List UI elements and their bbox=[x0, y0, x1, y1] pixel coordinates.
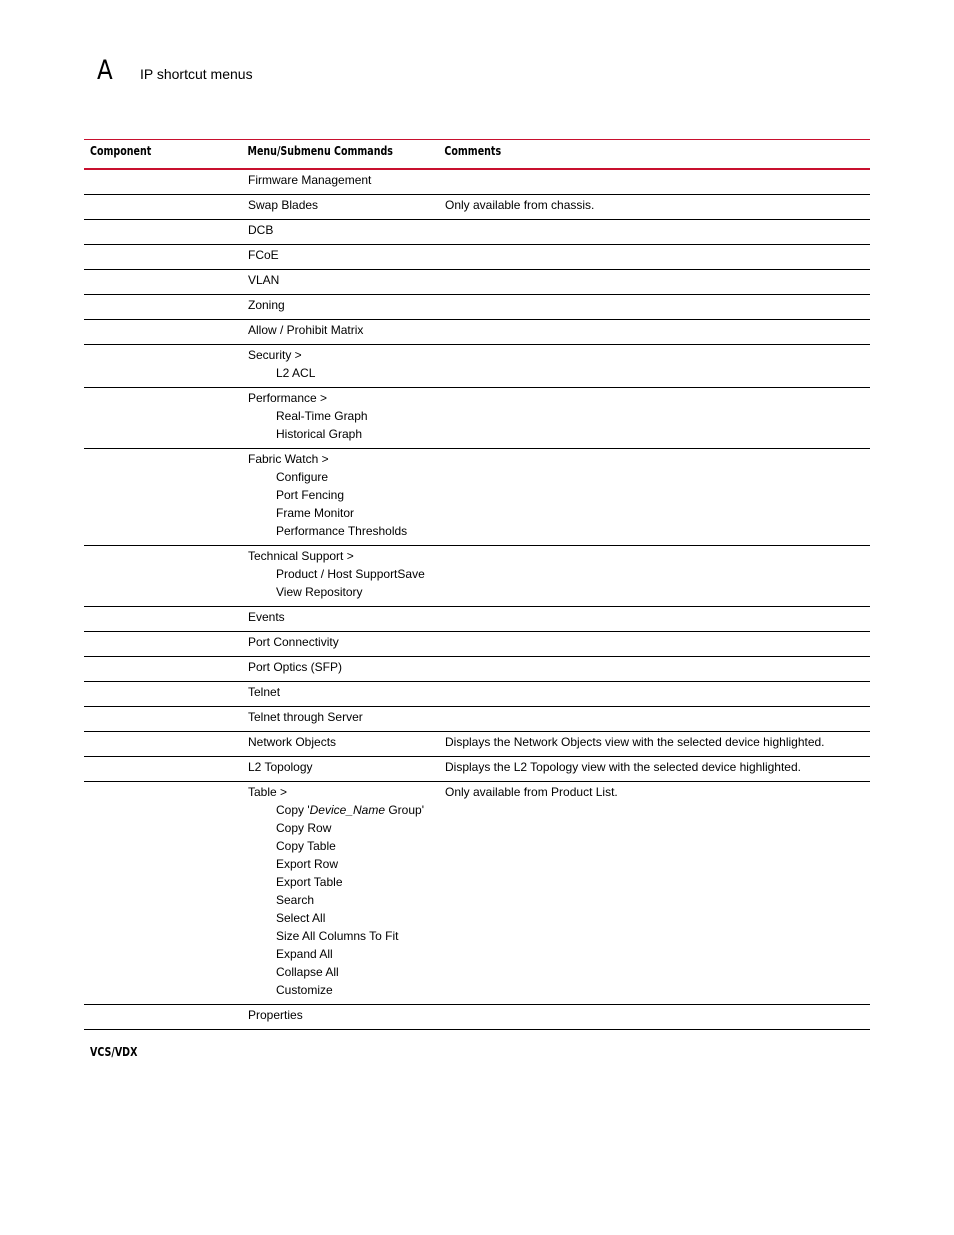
appendix-letter: A bbox=[97, 55, 113, 86]
command-cell bbox=[244, 295, 440, 319]
menu-command: VLAN bbox=[248, 273, 280, 287]
table-row bbox=[84, 757, 870, 782]
component-cell bbox=[84, 449, 244, 545]
shortcut-menu-table bbox=[84, 139, 870, 1030]
comment-cell bbox=[440, 607, 870, 631]
submenu-command: Expand All bbox=[276, 947, 333, 961]
submenu-command: Size All Columns To Fit bbox=[276, 929, 399, 943]
command-cell bbox=[244, 732, 440, 756]
command-cell bbox=[244, 632, 440, 656]
submenu-command: Port Fencing bbox=[276, 488, 345, 502]
submenu-command: Product / Host SupportSave bbox=[276, 567, 425, 581]
comment-cell bbox=[440, 707, 870, 731]
component-cell bbox=[84, 270, 244, 294]
table-row bbox=[84, 657, 870, 682]
comment-cell bbox=[440, 657, 870, 681]
table-row bbox=[84, 607, 870, 632]
menu-command: Events bbox=[248, 610, 285, 624]
comment-cell bbox=[440, 449, 870, 545]
menu-command: FCoE bbox=[248, 248, 279, 262]
comment-cell bbox=[440, 546, 870, 606]
menu-command: Telnet bbox=[248, 685, 281, 699]
comment-cell bbox=[440, 245, 870, 269]
command-cell bbox=[244, 320, 440, 344]
table-row bbox=[84, 388, 870, 449]
command-cell bbox=[244, 345, 440, 387]
table-row bbox=[84, 220, 870, 245]
table-row bbox=[84, 782, 870, 1005]
component-cell bbox=[84, 245, 244, 269]
menu-command: Firmware Management bbox=[248, 173, 372, 187]
submenu-command: Frame Monitor bbox=[276, 506, 355, 520]
comment-cell bbox=[440, 345, 870, 387]
comment-cell bbox=[440, 388, 870, 448]
comment-cell: Displays the L2 Topology view with the selected device highlighted. bbox=[445, 760, 801, 774]
comment-cell: Only available from Product List. bbox=[445, 785, 618, 799]
comment-cell bbox=[440, 170, 870, 194]
comment-cell bbox=[440, 295, 870, 319]
column-header-commands: Menu/Submenu Commands bbox=[247, 144, 393, 158]
component-cell bbox=[84, 657, 244, 681]
menu-command: Performance > bbox=[248, 391, 328, 405]
comment-cell bbox=[440, 1005, 870, 1029]
component-label-vcs-vdx: VCS/VDX bbox=[90, 1045, 138, 1059]
command-cell bbox=[244, 607, 440, 631]
submenu-command: Copy Table bbox=[276, 839, 336, 853]
table-row bbox=[84, 170, 870, 195]
component-cell bbox=[84, 732, 244, 756]
menu-command: Security > bbox=[248, 348, 302, 362]
comment-cell bbox=[440, 632, 870, 656]
menu-command: Zoning bbox=[248, 298, 285, 312]
comment-cell bbox=[440, 320, 870, 344]
submenu-command: Export Row bbox=[276, 857, 339, 871]
component-cell bbox=[84, 220, 244, 244]
component-cell bbox=[84, 388, 244, 448]
table-row bbox=[84, 707, 870, 732]
comment-cell: Only available from chassis. bbox=[445, 198, 595, 212]
component-cell bbox=[84, 757, 244, 781]
component-cell bbox=[84, 546, 244, 606]
page-title: IP shortcut menus bbox=[140, 66, 253, 82]
submenu-command: Collapse All bbox=[276, 965, 339, 979]
command-cell bbox=[244, 757, 440, 781]
comment-cell: Displays the Network Objects view with the selected device highlighted. bbox=[445, 735, 825, 749]
component-cell bbox=[84, 632, 244, 656]
component-cell bbox=[84, 782, 244, 1004]
menu-command: Technical Support > bbox=[248, 549, 354, 563]
component-cell bbox=[84, 682, 244, 706]
table-row bbox=[84, 295, 870, 320]
table-row bbox=[84, 732, 870, 757]
column-header-component: Component bbox=[90, 144, 152, 158]
command-cell bbox=[244, 782, 440, 1004]
command-cell bbox=[244, 245, 440, 269]
command-cell bbox=[244, 657, 440, 681]
comment-cell bbox=[440, 220, 870, 244]
component-cell bbox=[84, 320, 244, 344]
table-row bbox=[84, 320, 870, 345]
submenu-command: Customize bbox=[276, 983, 333, 997]
submenu-command: Search bbox=[276, 893, 315, 907]
comment-cell bbox=[440, 270, 870, 294]
table-body bbox=[84, 170, 870, 1030]
menu-command: Table > bbox=[248, 785, 288, 799]
command-cell bbox=[244, 220, 440, 244]
table-row bbox=[84, 195, 870, 220]
command-cell bbox=[244, 270, 440, 294]
submenu-command: Performance Thresholds bbox=[276, 524, 408, 538]
command-cell bbox=[244, 388, 440, 448]
submenu-command: Real-Time Graph bbox=[276, 409, 368, 423]
submenu-command: Copy Row bbox=[276, 821, 332, 835]
submenu-command: Historical Graph bbox=[276, 427, 363, 441]
component-cell bbox=[84, 295, 244, 319]
component-cell bbox=[84, 1005, 244, 1029]
command-cell bbox=[244, 1005, 440, 1029]
menu-command: DCB bbox=[248, 223, 274, 237]
table-row bbox=[84, 682, 870, 707]
submenu-command: Select All bbox=[276, 911, 326, 925]
component-cell bbox=[84, 607, 244, 631]
table-row bbox=[84, 270, 870, 295]
submenu-command: View Repository bbox=[276, 585, 363, 599]
table-row bbox=[84, 245, 870, 270]
component-cell bbox=[84, 195, 244, 219]
menu-command: L2 Topology bbox=[248, 760, 313, 774]
command-cell bbox=[244, 546, 440, 606]
menu-command: Telnet through Server bbox=[248, 710, 363, 724]
command-cell bbox=[244, 707, 440, 731]
submenu-command: Export Table bbox=[276, 875, 343, 889]
command-cell bbox=[244, 682, 440, 706]
column-header-comments: Comments bbox=[444, 144, 502, 158]
command-cell bbox=[244, 170, 440, 194]
menu-command: Port Optics (SFP) bbox=[248, 660, 343, 674]
command-cell bbox=[244, 195, 440, 219]
submenu-command: L2 ACL bbox=[276, 366, 316, 380]
submenu-command: Copy 'Device_Name Group' bbox=[276, 803, 424, 817]
table-row bbox=[84, 546, 870, 607]
table-row bbox=[84, 345, 870, 388]
table-row bbox=[84, 632, 870, 657]
menu-command: Fabric Watch > bbox=[248, 452, 329, 466]
menu-command: Network Objects bbox=[248, 735, 337, 749]
submenu-command: Configure bbox=[276, 470, 329, 484]
command-cell bbox=[244, 449, 440, 545]
table-row bbox=[84, 1005, 870, 1030]
table-row bbox=[84, 449, 870, 546]
menu-command: Properties bbox=[248, 1008, 303, 1022]
component-cell bbox=[84, 345, 244, 387]
component-cell bbox=[84, 170, 244, 194]
menu-command: Port Connectivity bbox=[248, 635, 339, 649]
table-header bbox=[84, 140, 870, 168]
menu-command: Swap Blades bbox=[248, 198, 319, 212]
comment-cell bbox=[440, 682, 870, 706]
menu-command: Allow / Prohibit Matrix bbox=[248, 323, 364, 337]
component-cell bbox=[84, 707, 244, 731]
